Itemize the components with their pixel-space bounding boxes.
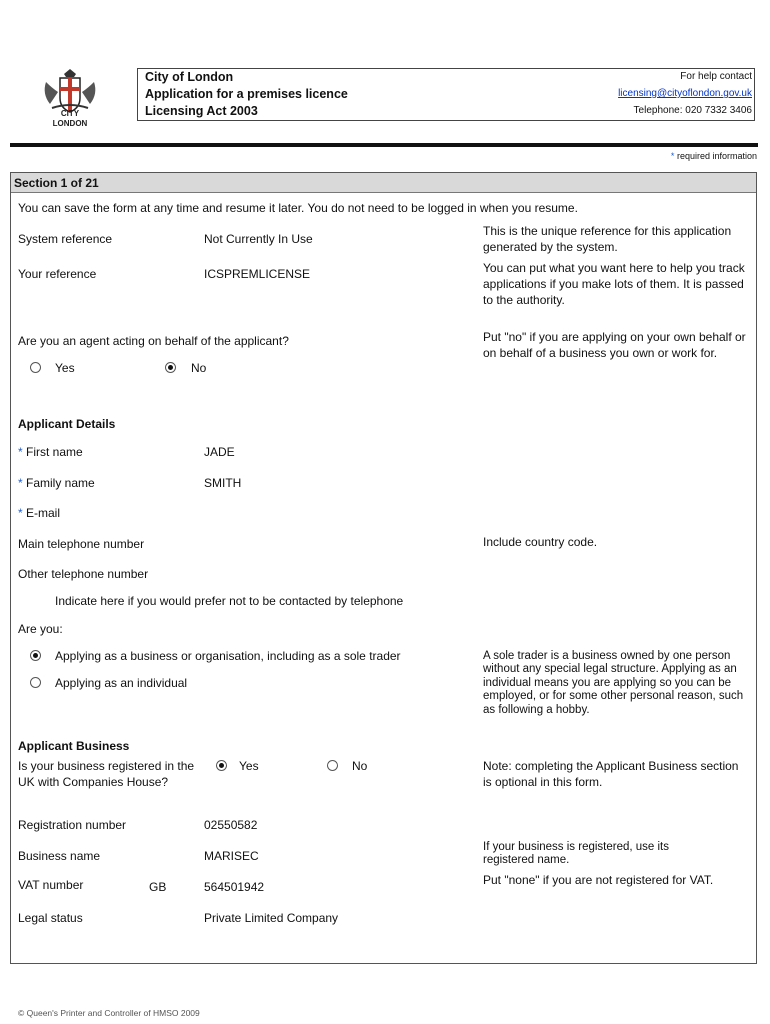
your-reference-field[interactable]: ICSPREMLICENSE bbox=[204, 267, 311, 281]
vat-number-label: VAT number bbox=[18, 878, 84, 892]
help-telephone: Telephone: 020 7332 3406 bbox=[633, 105, 752, 116]
required-star: * bbox=[18, 476, 23, 490]
radio-selected-dot bbox=[219, 763, 224, 768]
help-email-link[interactable]: licensing@cityoflondon.gov.uk bbox=[618, 88, 752, 99]
registration-number-field[interactable]: 02550582 bbox=[204, 818, 258, 832]
individual-radio[interactable] bbox=[30, 677, 41, 688]
family-name-label-text: Family name bbox=[26, 476, 95, 490]
required-star: * bbox=[670, 151, 675, 161]
first-name-field[interactable]: JADE bbox=[204, 445, 235, 459]
business-option-label: Applying as a business or organisation, including as a sole trader bbox=[55, 649, 401, 663]
companies-house-question: Is your business registered in the UK with Companies House? bbox=[18, 759, 195, 789]
main-phone-label: Main telephone number bbox=[18, 537, 145, 551]
registered-yes-radio[interactable] bbox=[216, 760, 227, 771]
business-name-label: Business name bbox=[18, 849, 101, 863]
first-name-label bbox=[18, 445, 83, 459]
your-reference-help: You can put what you want here to help you track applications if you make lots of them. It is passed to the authority. bbox=[483, 261, 745, 307]
email-label-text: E-mail bbox=[26, 506, 61, 520]
are-you-question: Are you: bbox=[18, 622, 63, 636]
your-reference-label: Your reference bbox=[18, 267, 97, 281]
required-star: * bbox=[18, 445, 23, 459]
header-title-authority: City of London bbox=[145, 70, 234, 84]
crest-wordmark: CITY LONDON bbox=[52, 109, 88, 128]
first-name-label-text: First name bbox=[26, 445, 83, 459]
required-note-text: required information bbox=[676, 151, 757, 161]
system-reference-help: This is the unique reference for this application generated by the system. bbox=[483, 224, 732, 254]
registered-no-label: No bbox=[352, 759, 368, 773]
legal-status-label: Legal status bbox=[18, 911, 83, 925]
system-reference-label: System reference bbox=[18, 232, 113, 246]
other-phone-label: Other telephone number bbox=[18, 567, 149, 581]
section-title: Section 1 of 21 bbox=[11, 173, 756, 193]
individual-option-label: Applying as an individual bbox=[55, 676, 188, 690]
copyright-footer: © Queen's Printer and Controller of HMSO 2009 bbox=[18, 1008, 200, 1018]
header-title-form: Application for a premises licence bbox=[145, 87, 348, 101]
vat-number-field[interactable]: 564501942 bbox=[204, 880, 265, 894]
required-star: * bbox=[18, 506, 23, 520]
radio-selected-dot bbox=[33, 653, 38, 658]
applicant-details-heading: Applicant Details bbox=[18, 417, 116, 431]
email-label bbox=[18, 506, 60, 520]
agent-no-radio[interactable] bbox=[165, 362, 176, 373]
section-intro: You can save the form at any time and resume it later. You do not need to be logged in when you resume. bbox=[18, 201, 578, 215]
business-radio[interactable] bbox=[30, 650, 41, 661]
are-you-help: A sole trader is a business owned by one person without any special legal structure. Applying as an individual means you are applying so you can be employed, or for some other personal reason, such as following a hobby. bbox=[483, 650, 744, 716]
agent-yes-label: Yes bbox=[55, 361, 75, 375]
agent-no-label: No bbox=[191, 361, 207, 375]
business-name-field[interactable]: MARISEC bbox=[204, 849, 259, 863]
required-note bbox=[671, 151, 757, 161]
business-name-help: If your business is registered, use its registered name. bbox=[483, 841, 669, 867]
agent-question: Are you an agent acting on behalf of the applicant? bbox=[18, 334, 289, 348]
main-phone-help: Include country code. bbox=[483, 535, 598, 549]
system-reference-value: Not Currently In Use bbox=[204, 232, 313, 246]
agent-help: Put "no" if you are applying on your own behalf or on behalf of a business you own or work for. bbox=[483, 330, 746, 360]
family-name-label bbox=[18, 476, 95, 490]
agent-yes-radio[interactable] bbox=[30, 362, 41, 373]
header-title-act: Licensing Act 2003 bbox=[145, 104, 258, 118]
no-phone-contact-option[interactable]: Indicate here if you would prefer not to be contacted by telephone bbox=[55, 594, 404, 608]
vat-help: Put "none" if you are not registered for VAT. bbox=[483, 873, 714, 887]
radio-selected-dot bbox=[168, 365, 173, 370]
family-name-field[interactable]: SMITH bbox=[204, 476, 242, 490]
registration-number-label: Registration number bbox=[18, 818, 127, 832]
legal-status-select[interactable]: Private Limited Company bbox=[204, 911, 339, 925]
vat-prefix: GB bbox=[149, 880, 167, 894]
header-divider bbox=[10, 143, 758, 147]
registered-no-radio[interactable] bbox=[327, 760, 338, 771]
applicant-business-heading: Applicant Business bbox=[18, 739, 130, 753]
registered-yes-label: Yes bbox=[239, 759, 259, 773]
business-section-note: Note: completing the Applicant Business section is optional in this form. bbox=[483, 759, 739, 789]
help-contact-label: For help contact bbox=[680, 71, 752, 82]
